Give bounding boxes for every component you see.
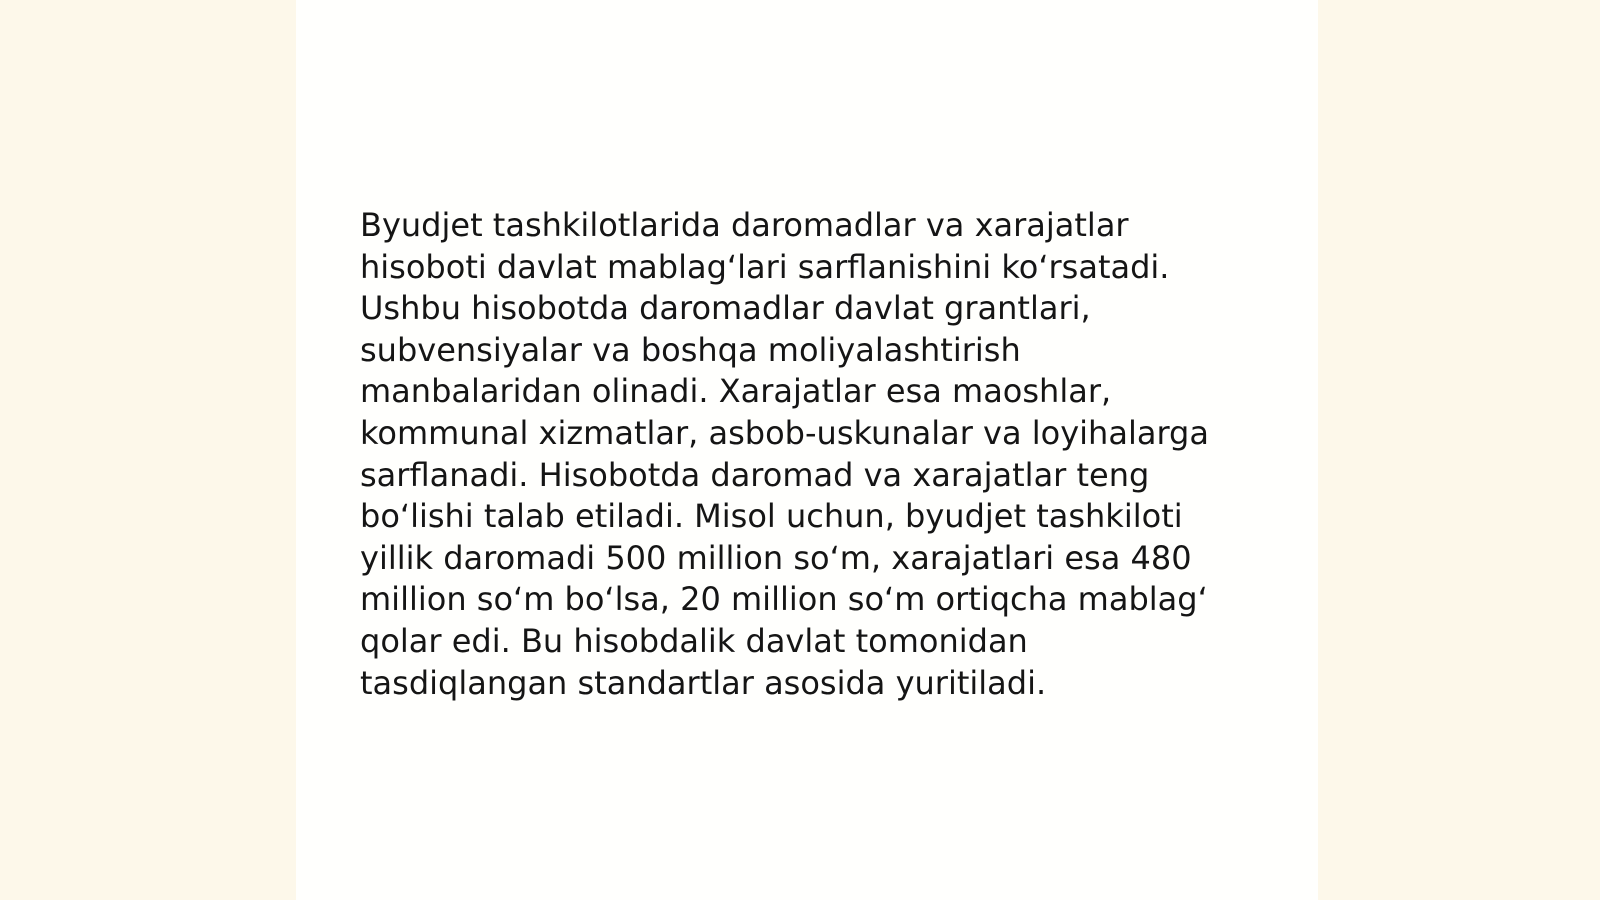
text-line: kommunal xizmatlar, asbob-uskunalar va loyihalarga xyxy=(360,413,1209,452)
text-line: tasdiqlangan standartlar asosida yuritiladi. xyxy=(360,663,1047,702)
text-line: manbalaridan olinadi. Xarajatlar esa maoshlar, xyxy=(360,372,1112,411)
text-line: yillik daromadi 500 million so‘m, xarajatlari esa 480 xyxy=(360,538,1192,577)
text-line: qolar edi. Bu hisobdalik davlat tomonidan xyxy=(360,621,1028,660)
body-paragraph xyxy=(360,205,1230,704)
text-line: hisoboti davlat mablag‘lari sarflanishini ko‘rsatadi. xyxy=(360,247,1170,286)
text-line: bo‘lishi talab etiladi. Misol uchun, byudjet tashkiloti xyxy=(360,497,1183,536)
text-line: Ushbu hisobotda daromadlar davlat grantlari, xyxy=(360,289,1091,328)
document-page xyxy=(296,0,1318,900)
text-line: million so‘m bo‘lsa, 20 million so‘m ortiqcha mablag‘ xyxy=(360,580,1208,619)
text-line: subvensiyalar va boshqa moliyalashtirish xyxy=(360,330,1021,369)
text-line: Byudjet tashkilotlarida daromadlar va xarajatlar xyxy=(360,206,1129,244)
text-line: sarflanadi. Hisobotda daromad va xarajatlar teng xyxy=(360,455,1150,494)
